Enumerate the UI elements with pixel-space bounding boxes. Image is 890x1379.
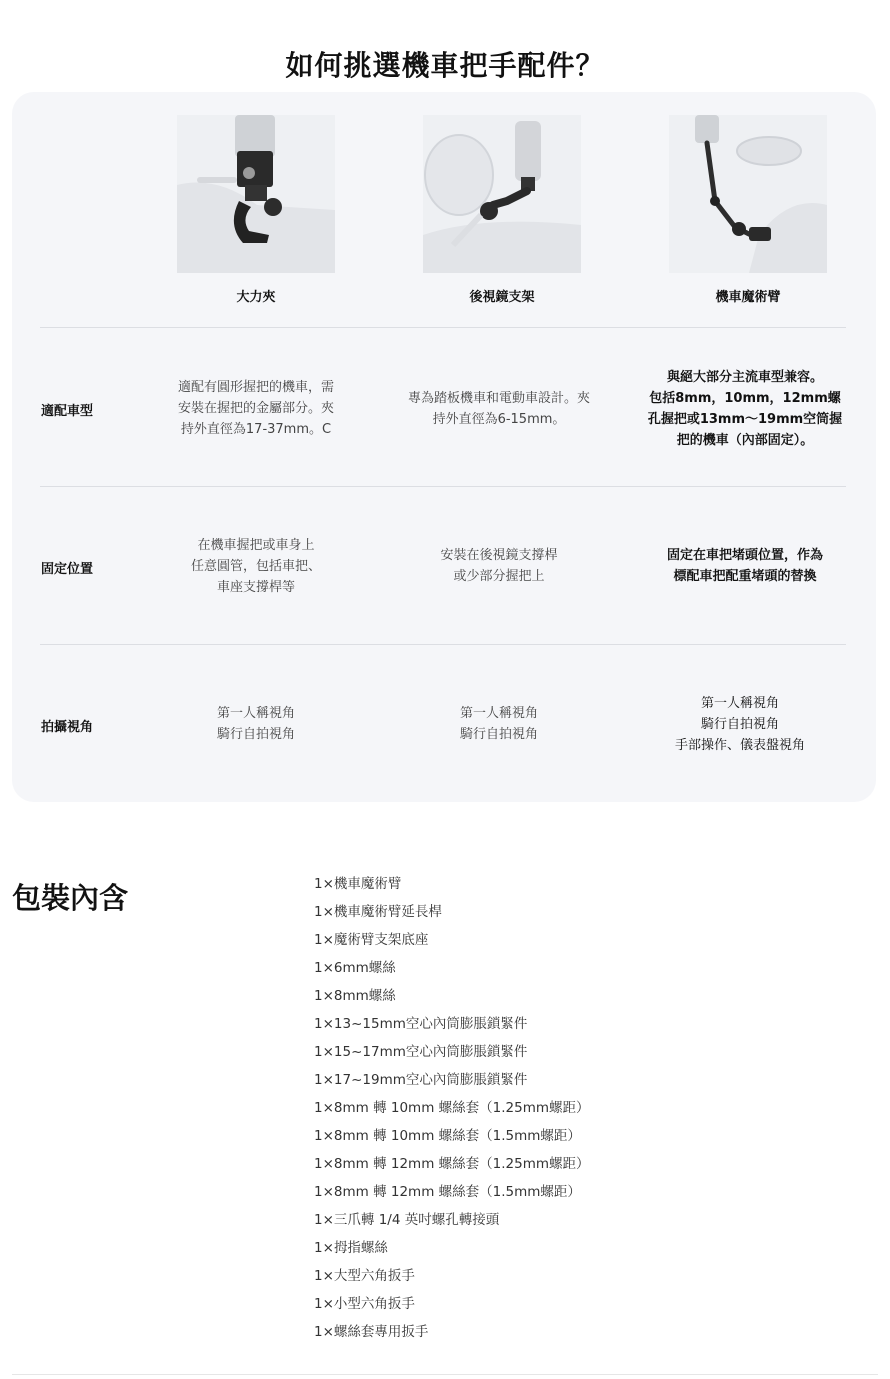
product-name-clamp: 大力夾	[236, 290, 276, 305]
row-divider	[40, 486, 846, 487]
bottom-divider	[12, 1374, 878, 1375]
cell-view-arm: 第一人稱視角 騎行自拍視角 手部操作、儀表盤視角	[674, 696, 805, 753]
cell-position-mirror: 安裝在後視鏡支撐桿 或少部分握把上	[440, 548, 558, 584]
list-item: 1×8mm 轉 12mm 螺絲套（1.5mm螺距）	[314, 1184, 581, 1200]
rearview-mirror-mount-image	[423, 115, 581, 273]
row-label-shooting-view: 拍攝視角	[41, 720, 94, 735]
cell-view-clamp: 第一人稱視角 騎行自拍視角	[216, 706, 295, 742]
list-item: 1×螺絲套專用扳手	[314, 1324, 429, 1340]
list-item: 1×小型六角扳手	[314, 1296, 415, 1312]
row-divider	[40, 327, 846, 328]
row-divider	[40, 644, 846, 645]
list-item: 1×機車魔術臂延長桿	[314, 904, 442, 920]
row-label-mount-position: 固定位置	[41, 562, 94, 577]
cell-compatible-mirror: 專為踏板機車和電動車設計。夾 持外直徑為6-15mm。	[407, 391, 590, 427]
list-item: 1×8mm 轉 10mm 螺絲套（1.5mm螺距）	[314, 1128, 581, 1144]
list-item: 1×大型六角扳手	[314, 1268, 415, 1284]
list-item: 1×13~15mm空心內筒膨脹鎖緊件	[314, 1016, 528, 1032]
strong-clamp-image	[177, 115, 335, 273]
list-item: 1×6mm螺絲	[314, 960, 396, 976]
page-title: 如何挑選機車把手配件？	[285, 49, 605, 82]
list-item: 1×8mm 轉 10mm 螺絲套（1.25mm螺距）	[314, 1100, 590, 1116]
row-label-compatible-models: 適配車型	[41, 404, 94, 419]
product-image-mirror-mount	[423, 115, 583, 275]
cell-position-arm: 固定在車把堵頭位置，作為 標配車把配重堵頭的替換	[666, 548, 823, 584]
list-item: 1×17~19mm空心內筒膨脹鎖緊件	[314, 1072, 528, 1088]
cell-view-mirror: 第一人稱視角 騎行自拍視角	[459, 706, 538, 742]
product-name-mirror-mount: 後視鏡支架	[469, 290, 535, 305]
list-item: 1×8mm螺絲	[314, 988, 396, 1004]
product-image-clamp	[177, 115, 337, 275]
list-item: 1×15~17mm空心內筒膨脹鎖緊件	[314, 1044, 528, 1060]
list-item: 1×8mm 轉 12mm 螺絲套（1.25mm螺距）	[314, 1156, 590, 1172]
list-item: 1×三爪轉 1/4 英吋螺孔轉接頭	[314, 1212, 500, 1228]
package-list	[314, 872, 590, 1348]
cell-compatible-arm: 與絕大部分主流車型兼容。 包括8mm，10mm，12mm螺 孔握把或13mm～19mm空筒握 把的機車（內部固定）。	[647, 370, 843, 448]
motorcycle-magic-arm-image	[669, 115, 827, 273]
list-item: 1×拇指螺絲	[314, 1240, 388, 1256]
list-item: 1×魔術臂支架底座	[314, 932, 429, 948]
cell-compatible-clamp: 適配有圓形握把的機車，需 安裝在握把的金屬部分。夾 持外直徑為17-37mm。C	[177, 380, 334, 437]
product-name-magic-arm: 機車魔術臂	[715, 290, 781, 305]
package-title: 包裝內含	[12, 881, 129, 915]
product-image-magic-arm	[669, 115, 829, 275]
list-item: 1×機車魔術臂	[314, 876, 402, 892]
cell-position-clamp: 在機車握把或車身上 任意圓管，包括車把、 車座支撐桿等	[190, 538, 321, 595]
